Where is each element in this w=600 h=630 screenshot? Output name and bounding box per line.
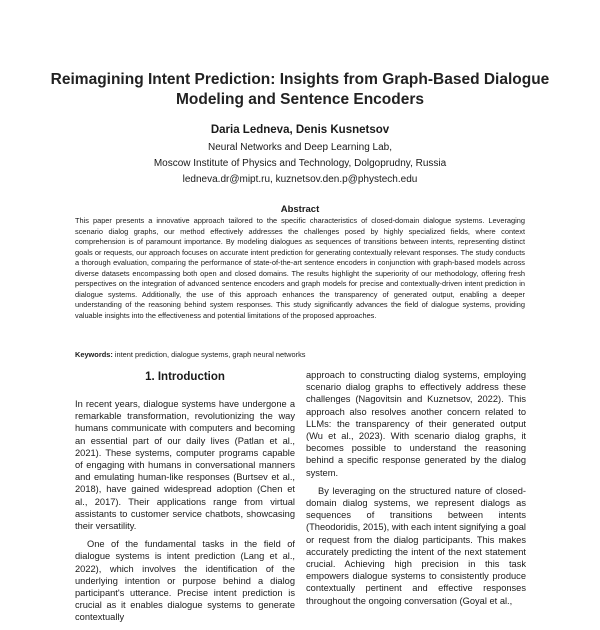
intro-paragraph-4: By leveraging on the structured nature of closed-domain dialog systems, we represent dialogs as sequences of transitions between intents (Theodoridis, 2015), with each intent signifying a goal or request from the dialog participants. This makes accurately predicting the intent of the next statement crucial. Achieving high precision in this task empowers dialogue systems to consistently produce contextually pertinent and effective responses throughout the ongoing conversation (Goyal et al., <box>306 485 526 606</box>
left-column <box>75 366 295 630</box>
intro-paragraph-3: approach to constructing dialog systems, employing scenario dialog graphs to effectively address these challenges (Nagovitsin and Kuznetsov, 2022). This approach also resolves another concern related to LLMs: the transparency of their generated output (Wu et al., 2023). With scenario dialog graphs, it becomes possible to understand the reasoning behind a specific response generated by the dialog system. <box>306 370 526 478</box>
abstract-heading: Abstract <box>280 204 320 215</box>
author-emails: ledneva.dr@mipt.ru, kuznetsov.den.p@phystech.edu <box>182 174 418 185</box>
paper-title: Reimagining Intent Prediction: Insights from Graph-Based Dialogue Modeling and Sentence Encoders <box>50 71 550 108</box>
author-names: Daria Ledneva, Denis Kusnetsov <box>210 124 390 136</box>
keywords-label: Keywords: <box>75 350 113 359</box>
affiliation-lab: Neural Networks and Deep Learning Lab, <box>208 142 392 153</box>
intro-paragraph-1: In recent years, dialogue systems have undergone a remarkable transformation, revolutionizing the way humans communicate with computers and becoming an essential part of our daily lives (Patlan et al., 2021). These systems, computer programs capable of engaging with humans in conversational manners and emulating human-like responses (Burtsev et al., 2018), have gained widespread adoption (Chen et al., 2017). Their applications range from virtual assistants to customer service chatbots, showcasing their versatility. <box>75 399 295 532</box>
intro-paragraph-2: One of the fundamental tasks in the field of dialogue systems is intent prediction (Lang et al., 2022), which involves the identification of the underlying intention or purpose behind a dialog participant's utterance. Precise intent prediction is crucial as it enables dialogue systems to generate contextually <box>75 539 295 623</box>
section-heading-introduction: 1. Introduction <box>145 371 225 383</box>
keywords-line <box>75 350 525 361</box>
affiliation-institute: Moscow Institute of Physics and Technology, Dolgoprudny, Russia <box>153 158 447 169</box>
affiliation-block <box>40 140 560 188</box>
keywords-list: intent prediction, dialogue systems, graph neural networks <box>112 350 306 359</box>
right-column <box>306 369 526 613</box>
abstract-text: This paper presents a innovative approach tailored to the specific characteristics of closed-domain dialogue systems. Leveraging scenario dialog graphs, our method effectively addresses the challenges posed by highly specialized fields, where context comprehension is of paramount importance. By modeling dialogues as sequences of transitions between intents, representing distinct goals or requests, our approach focuses on accurate intent prediction for generating contextually relevant responses. The study conducts a thorough evaluation, comparing the performance of state-of-the-art sentence encoders in conjunction with graph-based models across diverse datasets encompassing both open and closed domains. The results highlight the superiority of our methodology, offering fresh perspectives on the integration of advanced sentence encoders and graph models for precise and contextually-driven intent prediction in dialogue systems. Additionally, the use of this approach enhances the transparency of generated output, enabling a deeper understanding of the reasoning behind system responses. This study significantly advances the field of dialogue systems, providing valuable insights into the effectiveness and potential limitations of the proposed approaches. <box>75 216 525 320</box>
